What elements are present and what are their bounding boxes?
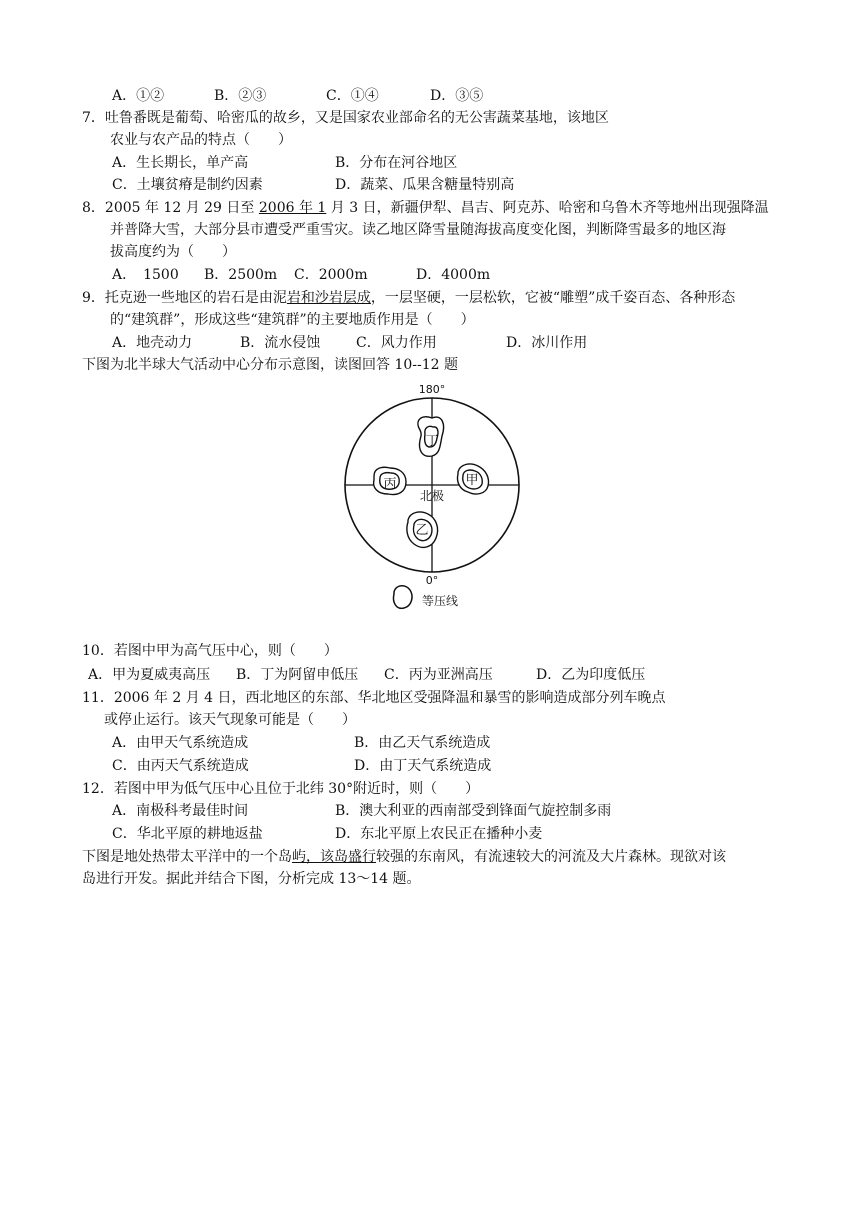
q9-underlined-text: 岩和沙岩层成 [286,290,371,306]
intro-13-14-line1 [82,847,726,867]
intro-text: 下图是地处热带太平洋中的一个岛 [82,849,292,865]
label-yi: 乙 [415,523,429,538]
legend-isobar-label: 等压线 [421,594,459,608]
q8-stem-line2: 并普降大雪，大部分县市遭受严重雪灾。读乙地区降雪量随海拔高度变化图，判断降雪最多的地区海 [110,222,726,238]
q10-stem: 10．若图中甲为高气压中心，则（ ） [82,643,338,659]
q9-text: 9．托克逊一些地区的岩石是由泥 [82,290,287,306]
label-180: 180° [418,383,446,396]
q8-stem-line1 [82,198,769,218]
intro-13-14-line2: 岛进行开发。据此并结合下图，分析完成 13～14 题。 [82,871,421,887]
label-north-pole: 北极 [419,489,445,503]
q12-stem: 12．若图中甲为低气压中心且位于北纬 30°附近时，则（ ） [82,781,480,797]
q9-option-d: D．冰川作用 [506,335,588,351]
q12-option-b: B．澳大利亚的西南部受到锋面气旋控制多雨 [335,803,612,819]
q9-option-a: A．地壳动力 [112,335,193,351]
pressure-center-figure [336,380,526,616]
q9-stem-line1 [82,288,735,308]
isobar-legend-icon [393,586,412,609]
q11-option-b: B．由乙天气系统造成 [354,735,491,751]
q7-option-c: C．土壤贫瘠是制约因素 [112,177,263,193]
q9-stem-line2: 的“建筑群”，形成这些“建筑群”的主要地质作用是（ ） [110,312,475,328]
q8-option-a: A． 1500 [112,267,179,283]
q10-option-a: A．甲为夏威夷高压 [88,667,211,683]
q11-option-a: A．由甲天气系统造成 [112,735,249,751]
q12-option-d: D．东北平原上农民正在播种小麦 [335,826,543,842]
q7-option-a: A．生长期长，单产高 [112,155,249,171]
q6-option-c: C．①④ [326,88,379,104]
q9-option-b: B．流水侵蚀 [240,335,321,351]
q11-option-c: C．由丙天气系统造成 [112,758,249,774]
q7-stem-line2: 农业与农产品的特点（ ） [110,132,292,148]
intro-underlined-text: 屿，该岛盛行 [292,849,376,865]
intro-text: 较强的东南风，有流速较大的河流及大片森林。现欲对该 [376,849,726,865]
label-jia: 甲 [465,473,479,488]
q8-text: 月 3 日，新疆伊犁、昌吉、阿克苏、哈密和乌鲁木齐等地州出现强降温 [326,200,769,216]
label-0: 0° [425,574,439,587]
q8-underlined-date: 2006 年 1 [258,200,327,216]
q10-option-c: C．丙为亚洲高压 [384,667,493,683]
q6-option-d: D．③⑤ [430,88,484,104]
q11-option-d: D．由丁天气系统造成 [354,758,492,774]
label-bing: 丙 [383,477,397,492]
q8-stem-line3: 拔高度约为（ ） [110,244,236,260]
q6-option-a: A．①② [112,88,165,104]
q12-option-c: C．华北平原的耕地返盐 [112,826,263,842]
q7-option-d: D．蔬菜、瓜果含糖量特别高 [335,177,515,193]
q11-stem-line2: 或停止运行。该天气现象可能是（ ） [104,712,356,728]
q7-stem-line1: 7．吐鲁番既是葡萄、哈密瓜的故乡，又是国家农业部命名的无公害蔬菜基地，该地区 [82,110,609,126]
q8-option-d: D．4000m [416,267,491,283]
intro-10-12: 下图为北半球大气活动中心分布示意图，读图回答 10--12 题 [82,357,458,373]
q9-text: ，一层坚硬，一层松软，它被“雕塑”成千姿百态、各种形态 [370,290,736,306]
polar-map-diagram [336,380,526,616]
q10-option-d: D．乙为印度低压 [536,667,646,683]
q12-option-a: A．南极科考最佳时间 [112,803,249,819]
q9-option-c: C．风力作用 [356,335,437,351]
q7-option-b: B．分布在河谷地区 [335,155,458,171]
q8-text: 8．2005 年 12 月 29 日至 [82,200,259,216]
label-ding: 丁 [425,434,439,449]
q6-option-b: B．②③ [214,88,267,104]
q11-stem-line1: 11．2006 年 2 月 4 日，西北地区的东部、华北地区受强降温和暴雪的影响造成部分列车晚点 [82,690,666,706]
q8-option-c: C．2000m [294,267,368,283]
q8-option-b: B．2500m [204,267,278,283]
q10-option-b: B．丁为阿留申低压 [236,667,359,683]
